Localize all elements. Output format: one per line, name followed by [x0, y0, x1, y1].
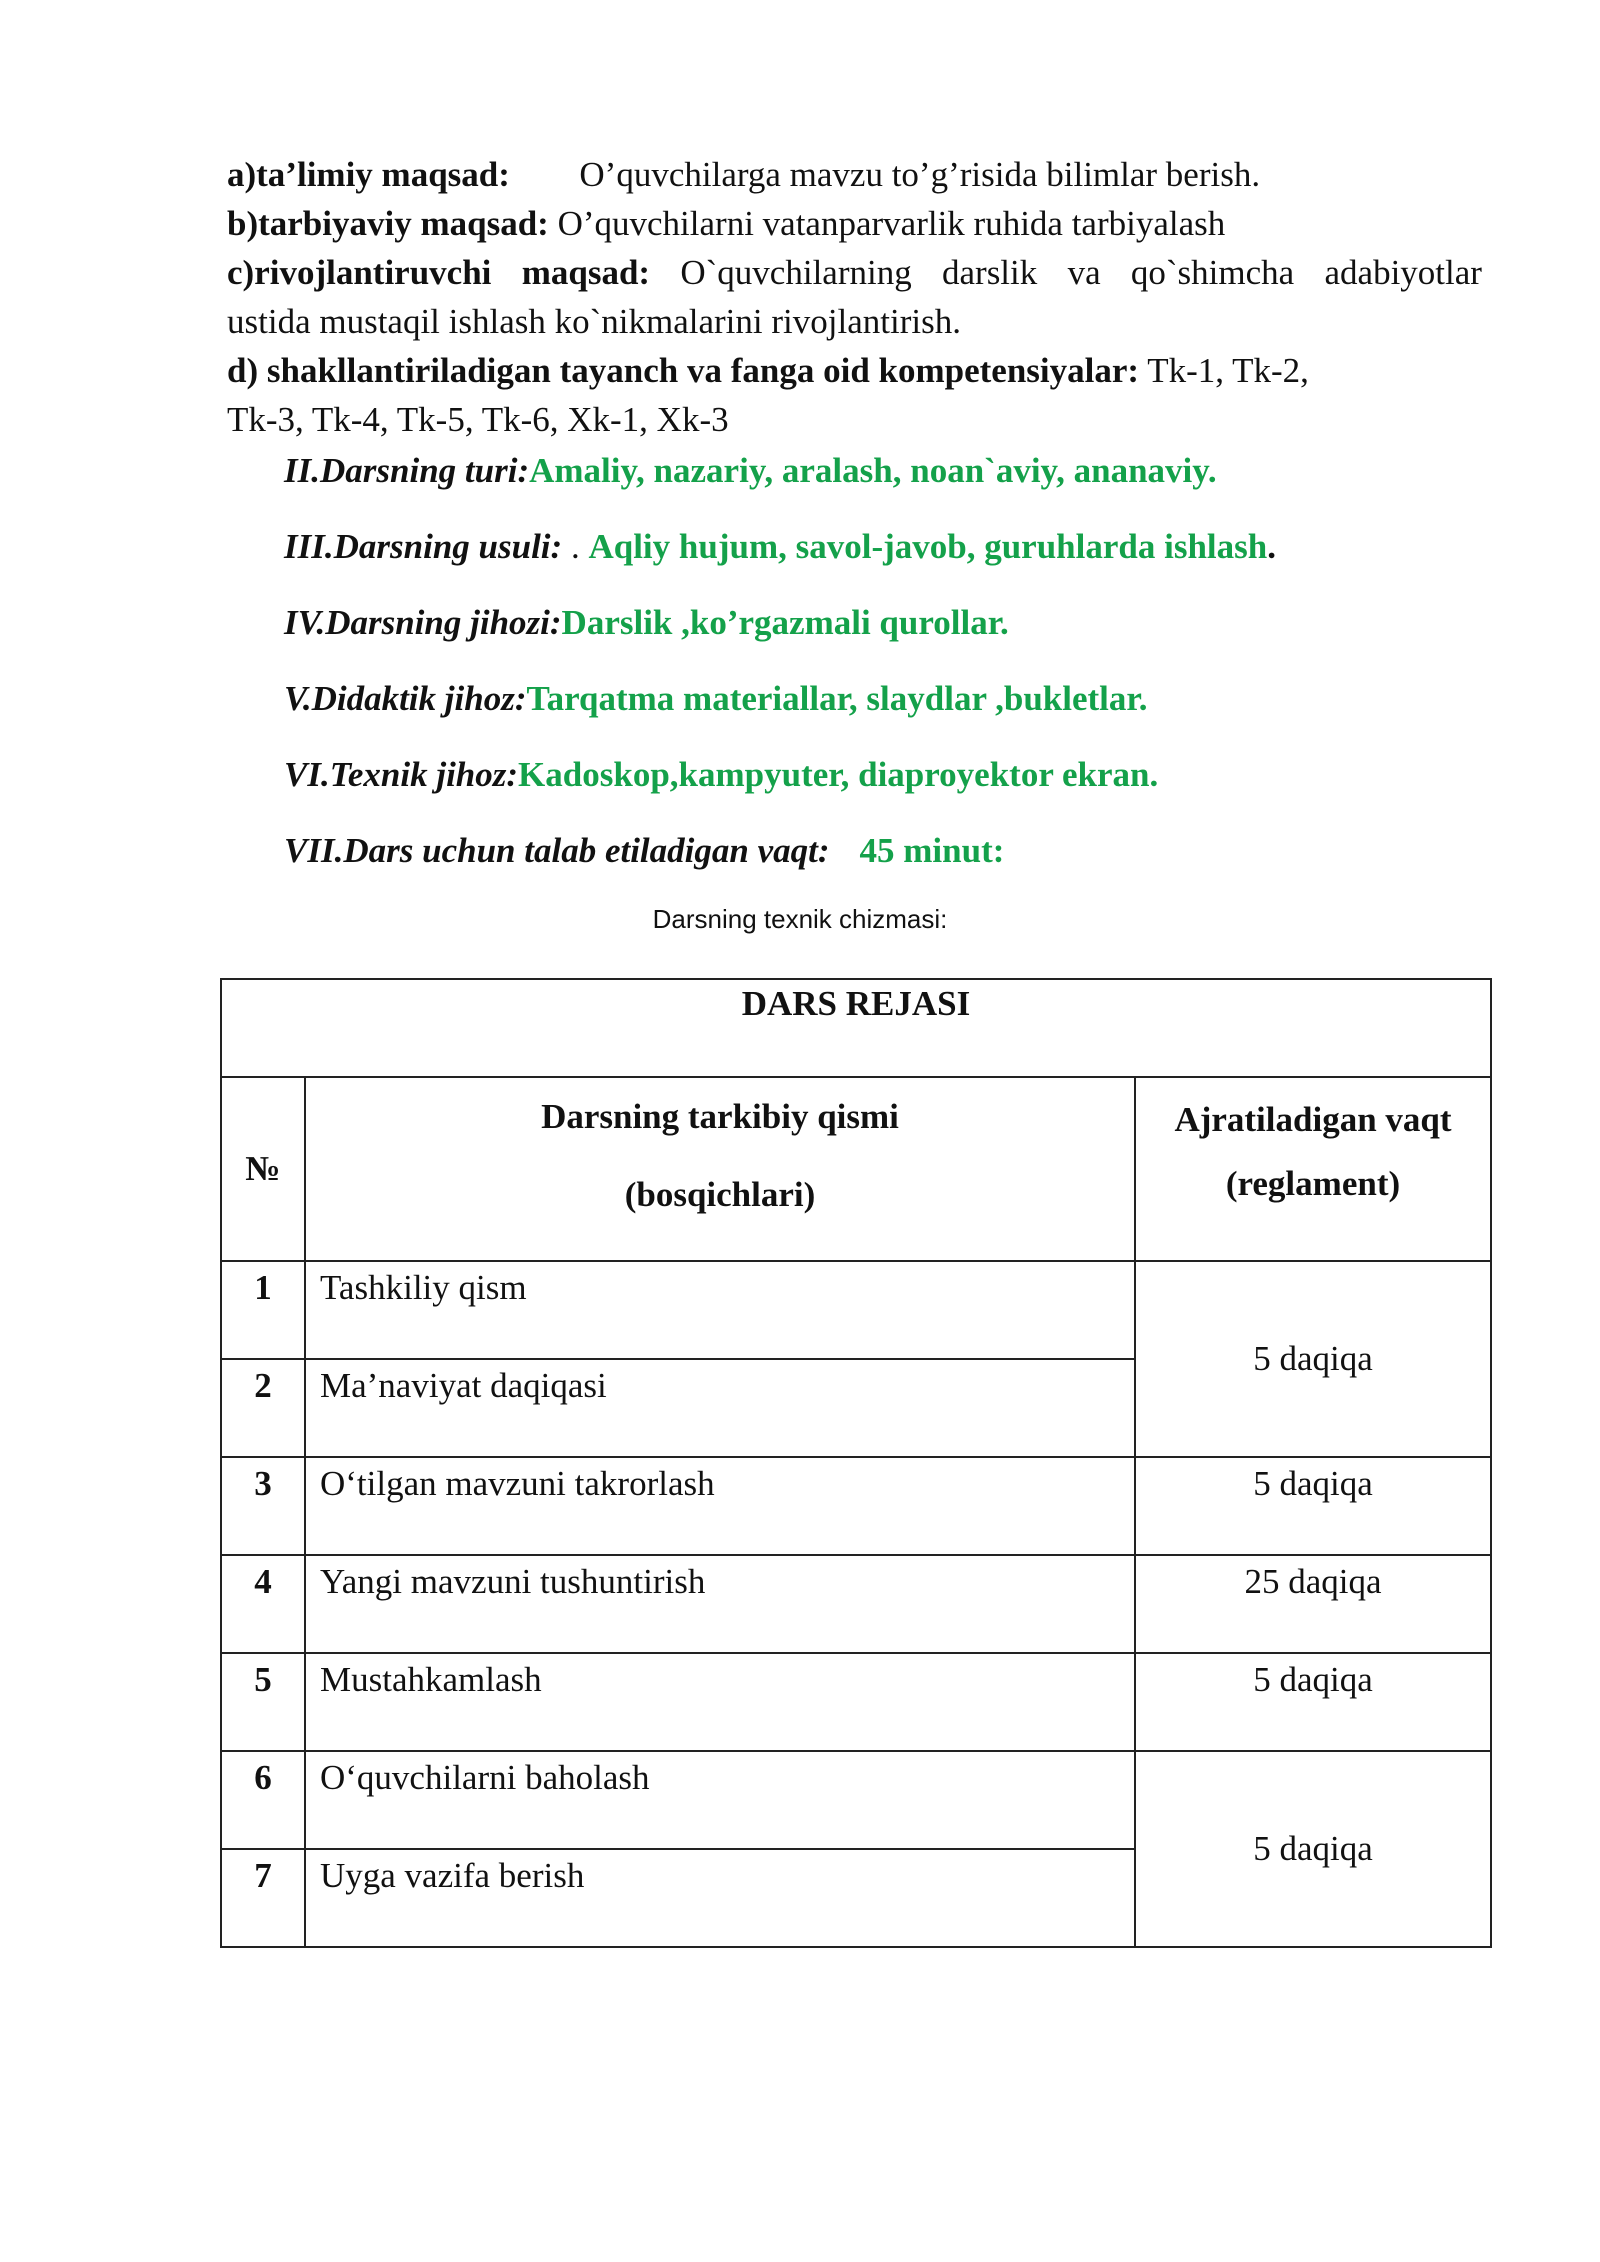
section-equipment — [284, 598, 1009, 648]
row-time: 25 daqiqa — [1135, 1555, 1491, 1653]
goal-c-word: va — [1067, 253, 1101, 292]
section-sep: . — [562, 527, 589, 566]
table-subtitle: Darsning texnik chizmasi: — [652, 904, 948, 934]
row-number: 5 — [221, 1653, 305, 1751]
section-didactic — [284, 674, 1147, 724]
row-part: Yangi mavzuni tushuntirish — [305, 1555, 1135, 1653]
section-label: IV.Darsning jihozi: — [284, 603, 562, 642]
table-title-row — [221, 979, 1491, 1077]
goal-c-label: c)rivojlantiruvchi — [227, 253, 492, 292]
section-method — [284, 522, 1276, 572]
header-time-subtitle: (reglament) — [1225, 1164, 1401, 1203]
section-time — [284, 826, 1004, 876]
section-label: II.Darsning turi: — [284, 451, 530, 490]
row-number: 3 — [221, 1457, 305, 1555]
goal-a-text: O’quvchilarga mavzu to’g’risida bilimlar berish. — [579, 155, 1261, 194]
section-label: V.Didaktik jihoz: — [284, 679, 527, 718]
header-part — [305, 1077, 1135, 1261]
row-number: 1 — [221, 1261, 305, 1359]
section-value: Aqliy hujum, savol-javob, guruhlarda ishlash — [588, 527, 1268, 566]
section-type — [284, 446, 1217, 496]
goal-d-line2: Tk-3, Tk-4, Tk-5, Tk-6, Xk-1, Xk-3 — [227, 400, 729, 439]
row-time: 5 daqiqa — [1135, 1751, 1491, 1947]
goal-c-word: adabiyotlar — [1324, 253, 1482, 292]
row-number: 2 — [221, 1359, 305, 1457]
section-label: VI.Texnik jihoz: — [284, 755, 519, 794]
table-header-row — [221, 1077, 1491, 1261]
table-title: DARS REJASI — [221, 979, 1491, 1077]
goal-d-text: Tk-1, Tk-2, — [1147, 351, 1309, 390]
goal-c-word: qo`shimcha — [1130, 253, 1295, 292]
table-row — [221, 1457, 1491, 1555]
header-part-subtitle: (bosqichlari) — [624, 1175, 816, 1214]
row-part: Ma’naviyat daqiqasi — [305, 1359, 1135, 1457]
section-end: . — [1267, 527, 1276, 566]
row-number: 4 — [221, 1555, 305, 1653]
row-part: Uyga vazifa berish — [305, 1849, 1135, 1947]
row-number: 7 — [221, 1849, 305, 1947]
goal-d-line1 — [227, 346, 1309, 396]
row-part: Mustahkamlash — [305, 1653, 1135, 1751]
header-number: № — [221, 1077, 305, 1261]
goal-c-line1 — [227, 248, 1482, 298]
section-value: Tarqatma materiallar, slaydlar ,bukletlar. — [526, 679, 1148, 718]
row-time: 5 daqiqa — [1135, 1261, 1491, 1457]
goal-a-label: a)ta’limiy maqsad: — [227, 155, 510, 194]
table-row — [221, 1555, 1491, 1653]
table-row — [221, 1751, 1491, 1849]
goal-b-text: O’quvchilarni vatanparvarlik ruhida tarbiyalash — [557, 204, 1226, 243]
row-time: 5 daqiqa — [1135, 1457, 1491, 1555]
goal-b — [227, 199, 1225, 249]
section-value: Darslik ,ko’rgazmali qurollar. — [561, 603, 1009, 642]
goal-b-label: b)tarbiyaviy maqsad: — [227, 204, 549, 243]
lesson-plan-table — [220, 978, 1492, 1948]
section-value: Kadoskop,kampyuter, diaproyektor ekran. — [518, 755, 1159, 794]
row-part: O‘quvchilarni baholash — [305, 1751, 1135, 1849]
section-label: VII.Dars uchun talab etiladigan vaqt: — [284, 831, 830, 870]
header-time — [1135, 1077, 1491, 1261]
section-value: 45 minut: — [859, 831, 1005, 870]
section-value: Amaliy, nazariy, aralash, noan`aviy, ananaviy. — [529, 451, 1217, 490]
row-time: 5 daqiqa — [1135, 1653, 1491, 1751]
row-part: O‘tilgan mavzuni takrorlash — [305, 1457, 1135, 1555]
goal-c-label2: maqsad: — [521, 253, 651, 292]
goal-c-line2: ustida mustaqil ishlash ko`nikmalarini rivojlantirish. — [227, 302, 961, 341]
section-label: III.Darsning usuli: — [284, 527, 563, 566]
goal-c-word: O`quvchilarning — [680, 253, 912, 292]
row-part: Tashkiliy qism — [305, 1261, 1135, 1359]
table-row — [221, 1261, 1491, 1359]
goal-a — [227, 150, 1260, 200]
header-time-title: Ajratiladigan vaqt — [1174, 1100, 1452, 1139]
header-part-title: Darsning tarkibiy qismi — [541, 1097, 899, 1136]
goal-c-word: darslik — [942, 253, 1038, 292]
table-row — [221, 1653, 1491, 1751]
goal-d-label: d) shakllantiriladigan tayanch va fanga oid kompetensiyalar: — [227, 351, 1140, 390]
row-number: 6 — [221, 1751, 305, 1849]
section-technical — [284, 750, 1158, 800]
